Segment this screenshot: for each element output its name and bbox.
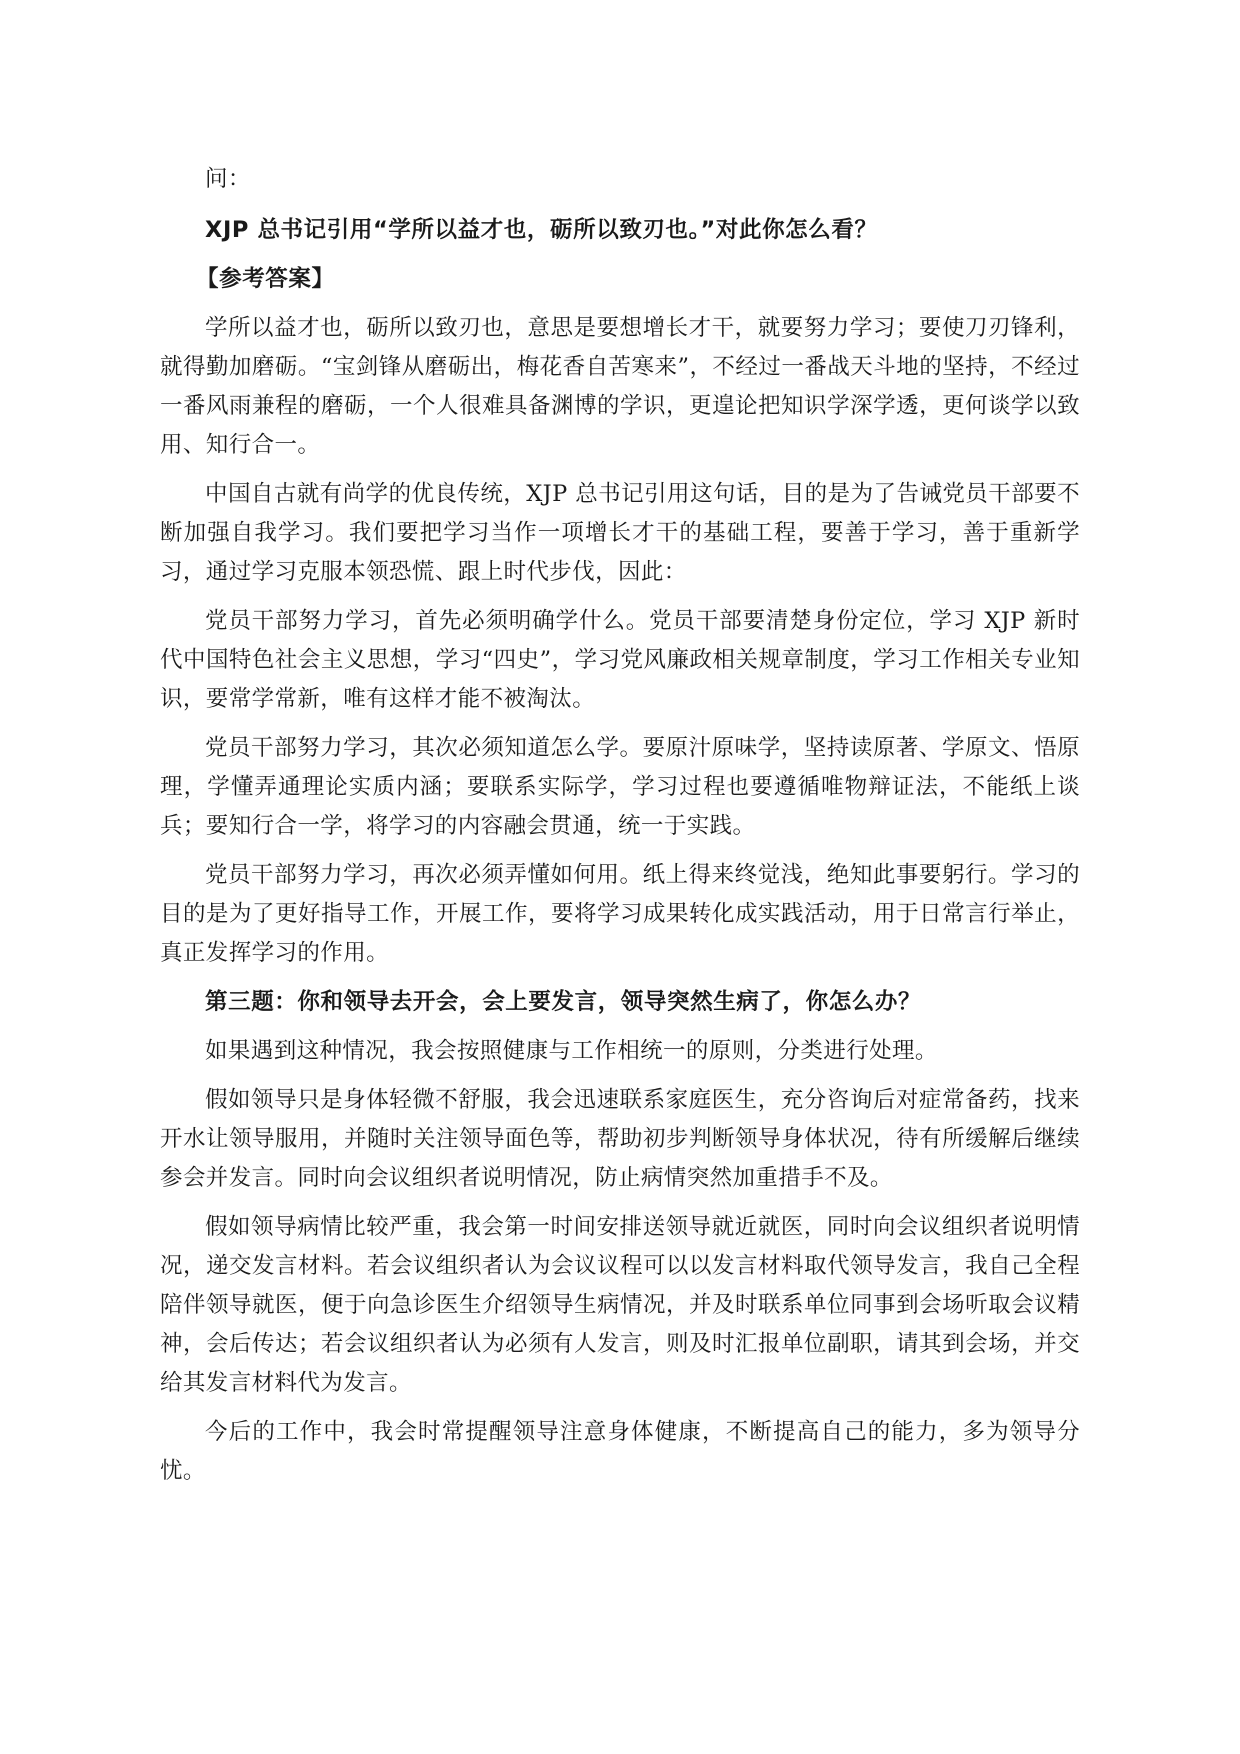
answer-paragraph: 中国自古就有尚学的优良传统，XJP 总书记引用这句话，目的是为了告诫党员干部要不断加强自我学习。我们要把学习当作一项增长才干的基础工程，要善于学习，善于重新学习，通过学习克服本领恐慌、跟上时代步伐，因此：	[160, 481, 1080, 585]
answer-label: 【参考答案】	[196, 266, 335, 292]
answer-paragraph: 党员干部努力学习，其次必须知道怎么学。要原汁原味学，坚持读原著、学原文、悟原理，学懂弄通理论实质内涵；要联系实际学，学习过程也要遵循唯物辩证法，不能纸上谈兵；要知行合一学，将学习的内容融会贯通，统一于实践。	[160, 735, 1080, 839]
answer-paragraph: 假如领导病情比较严重，我会第一时间安排送领导就近就医，同时向会议组织者说明情况，递交发言材料。若会议组织者认为会议议程可以以发言材料取代领导发言，我自己全程陪伴领导就医，便于向急诊医生介绍领导生病情况，并及时联系单位同事到会场听取会议精神，会后传达；若会议组织者认为必须有人发言，则及时汇报单位副职，请其到会场，并交给其发言材料代为发言。	[160, 1214, 1080, 1396]
answer-paragraph: 学所以益才也，砺所以致刃也，意思是要想增长才干，就要努力学习；要使刀刃锋利，就得勤加磨砺。“宝剑锋从磨砺出，梅花香自苦寒来”，不经过一番战天斗地的坚持，不经过一番风雨兼程的磨砺，一个人很难具备渊博的学识，更遑论把知识学深学透，更何谈学以致用、知行合一。	[160, 315, 1080, 458]
answer-paragraph: 假如领导只是身体轻微不舒服，我会迅速联系家庭医生，充分咨询后对症常备药，找来开水让领导服用，并随时关注领导面色等，帮助初步判断领导身体状况，待有所缓解后继续参会并发言。同时向会议组织者说明情况，防止病情突然加重措手不及。	[160, 1087, 1080, 1191]
answer-paragraph: 今后的工作中，我会时常提醒领导注意身体健康，不断提高自己的能力，多为领导分忧。	[160, 1419, 1080, 1484]
question-label: 问：	[205, 166, 251, 192]
question-heading: XJP 总书记引用“学所以益才也，砺所以致刃也。”对此你怎么看？	[205, 217, 878, 243]
answer-paragraph: 党员干部努力学习，首先必须明确学什么。党员干部要清楚身份定位，学习 XJP 新时代中国特色社会主义思想，学习“四史”，学习党风廉政相关规章制度，学习工作相关专业知识，要常学常新，唯有这样才能不被淘汰。	[160, 608, 1080, 712]
question3-heading: 第三题：你和领导去开会，会上要发言，领导突然生病了，你怎么办？	[205, 989, 922, 1015]
document-page	[160, 160, 1080, 1501]
answer-paragraph: 党员干部努力学习，再次必须弄懂如何用。纸上得来终觉浅，绝知此事要躬行。学习的目的是为了更好指导工作，开展工作，要将学习成果转化成实践活动，用于日常言行举止，真正发挥学习的作用。	[160, 862, 1080, 966]
answer-paragraph: 如果遇到这种情况，我会按照健康与工作相统一的原则，分类进行处理。	[205, 1038, 938, 1064]
